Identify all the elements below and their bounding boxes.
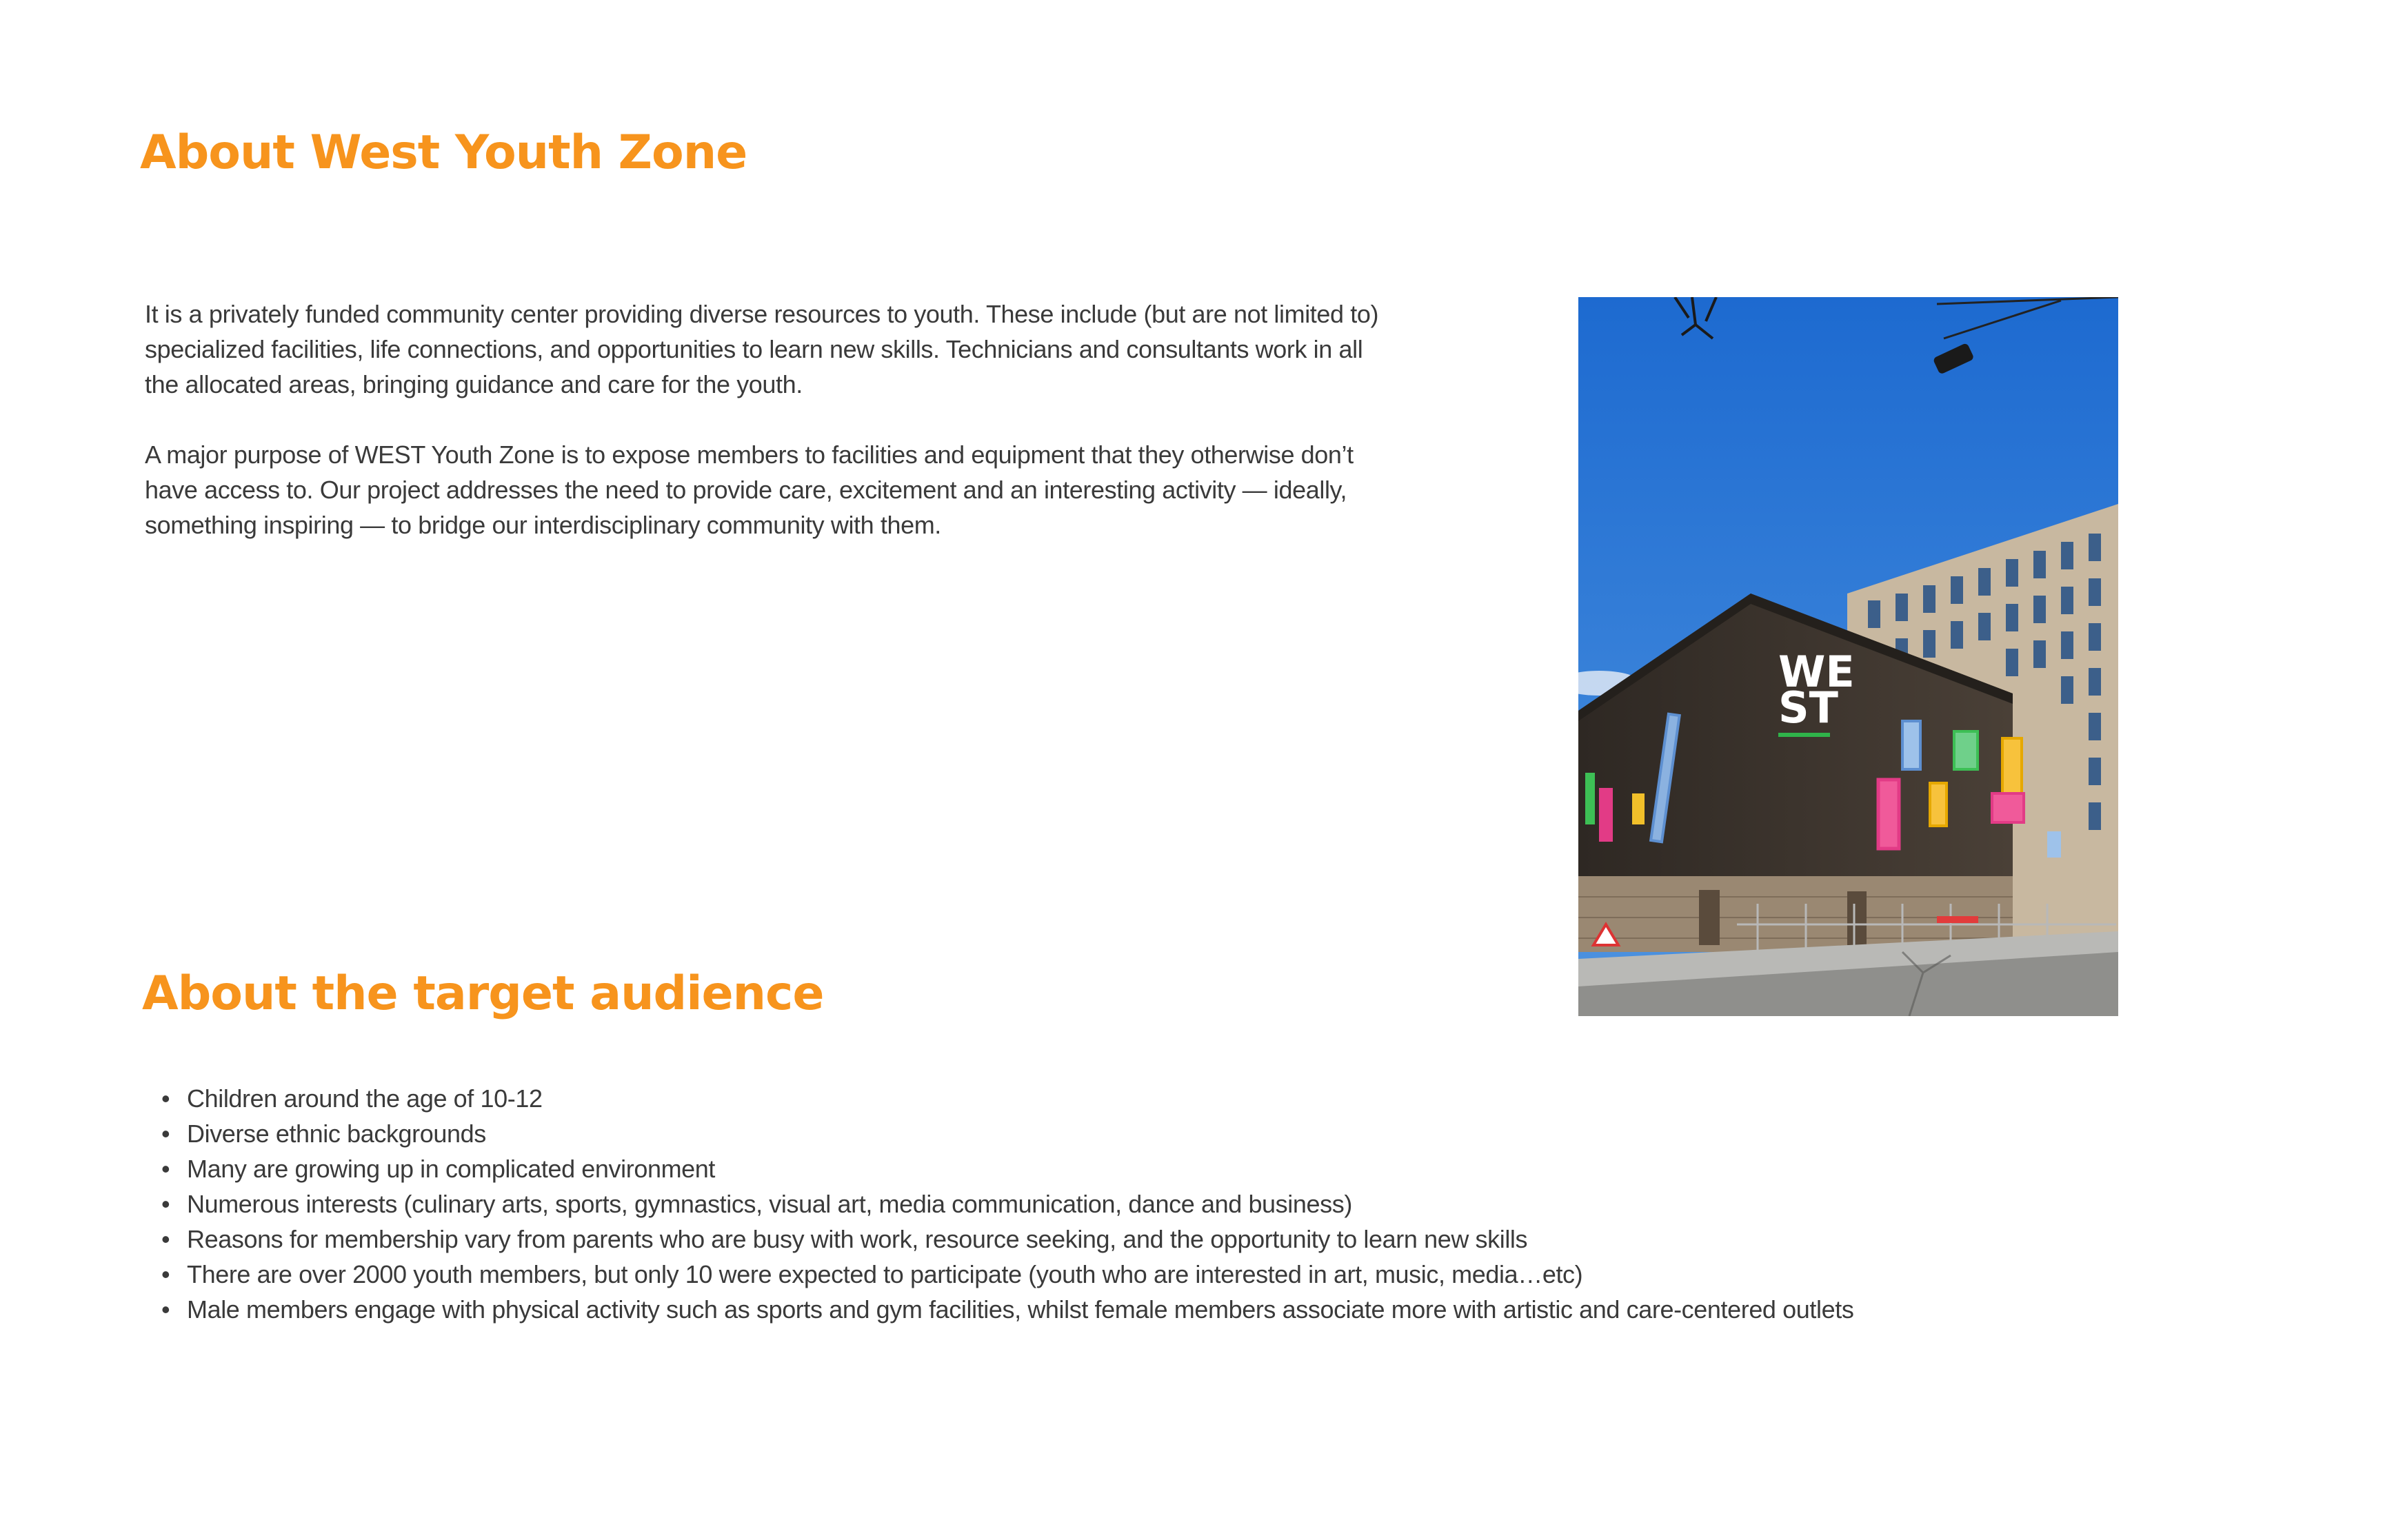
list-item: [145, 1081, 2213, 1116]
list-item-text: There are over 2000 youth members, but only 10 were expected to participate (youth who are interested in art, music, media…etc): [187, 1260, 1583, 1288]
list-item-text: Diverse ethnic backgrounds: [187, 1119, 486, 1148]
list-item: [145, 1222, 2213, 1257]
list-item: [145, 1186, 2213, 1222]
list-item: [145, 1116, 2213, 1151]
list-item: [145, 1292, 2213, 1327]
about-paragraph-1: It is a privately funded community center providing diverse resources to youth. These include (but are not limited to) specialized facilities, life connections, and opportunities to learn new skills. Technicians and consultants work in all the allocated areas, bringing guidance and care for the youth.: [145, 300, 1379, 398]
about-intro: [145, 296, 1386, 578]
bullet-icon: •: [161, 1084, 170, 1113]
list-item: [145, 1257, 2213, 1292]
list-item-text: Children around the age of 10-12: [187, 1084, 543, 1113]
list-item-text: Male members engage with physical activity such as sports and gym facilities, whilst female members associate more with artistic and care-centered outlets: [187, 1295, 1854, 1324]
list-item-text: Reasons for membership vary from parents who are busy with work, resource seeking, and the opportunity to learn new skills: [187, 1225, 1528, 1253]
bullet-icon: •: [161, 1225, 170, 1253]
list-item: [145, 1151, 2213, 1186]
west-sign-line2: ST: [1778, 682, 1838, 733]
west-sign-line1: WE: [1778, 647, 1855, 697]
list-item-text: Numerous interests (culinary arts, sports, gymnastics, visual art, media communication, dance and business): [187, 1190, 1352, 1218]
audience-heading: About the target audience: [142, 966, 824, 1021]
bullet-icon: •: [161, 1260, 170, 1288]
about-paragraph-2: A major purpose of WEST Youth Zone is to expose members to facilities and equipment that they otherwise don’t have access to. Our project addresses the need to provide care, excitement and an interesting activity — ideally, something inspiring — to bridge our interdisciplinary community with them.: [145, 440, 1354, 539]
bullet-icon: •: [161, 1155, 170, 1183]
bullet-icon: •: [161, 1295, 170, 1324]
list-item-text: Many are growing up in complicated environment: [187, 1155, 716, 1183]
bullet-icon: •: [161, 1119, 170, 1148]
bullet-icon: •: [161, 1190, 170, 1218]
west-building-photo: [1578, 297, 2118, 1016]
about-heading: About West Youth Zone: [140, 125, 747, 180]
audience-list: [145, 1081, 2213, 1327]
